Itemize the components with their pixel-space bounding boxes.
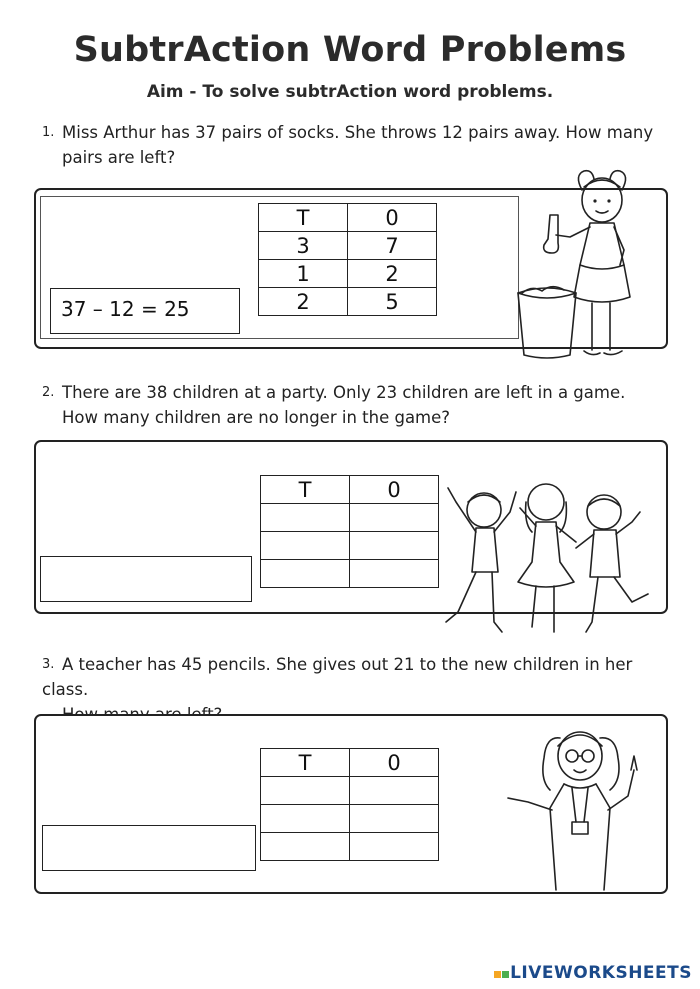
- ones-header: 0: [350, 749, 439, 777]
- question-text-line1: A teacher has 45 pencils. She gives out 21 to the new children in her class.: [42, 655, 633, 699]
- question-1-place-value-table: [258, 203, 437, 316]
- cell[interactable]: 1: [259, 260, 348, 288]
- question-text-line2: How many children are no longer in the game?: [62, 408, 451, 427]
- ones-header: 0: [350, 476, 439, 504]
- question-2-answer-field[interactable]: [40, 556, 252, 602]
- liveworksheets-logo: [494, 963, 692, 983]
- question-3-place-value-table: [260, 748, 439, 861]
- cell[interactable]: 2: [348, 260, 437, 288]
- cell[interactable]: [261, 532, 350, 560]
- cell[interactable]: [261, 777, 350, 805]
- ones-header: 0: [348, 204, 437, 232]
- cell[interactable]: [350, 833, 439, 861]
- children-playing-illustration: [436, 462, 658, 647]
- logo-mark-icon: [494, 971, 501, 978]
- question-text-line1: There are 38 children at a party. Only 23 children are left in a game.: [62, 383, 626, 402]
- question-text-line2: pairs are left?: [62, 148, 176, 167]
- cell[interactable]: [350, 560, 439, 588]
- question-1: [42, 120, 672, 170]
- question-2: [42, 380, 672, 430]
- question-1-answer-field[interactable]: 37 – 12 = 25: [50, 288, 240, 334]
- aim-text: Aim - To solve subtrAction word problems.: [146, 82, 554, 102]
- question-text-line1: Miss Arthur has 37 pairs of socks. She throws 12 pairs away. How many: [62, 123, 654, 142]
- cell[interactable]: 3: [259, 232, 348, 260]
- tens-header: T: [261, 476, 350, 504]
- cell[interactable]: [261, 560, 350, 588]
- cell[interactable]: [350, 504, 439, 532]
- question-3-answer-field[interactable]: [42, 825, 256, 871]
- girl-with-sock-illustration: [512, 165, 662, 365]
- cell[interactable]: [350, 805, 439, 833]
- cell[interactable]: [350, 532, 439, 560]
- tens-header: T: [261, 749, 350, 777]
- cell[interactable]: 5: [348, 288, 437, 316]
- tens-header: T: [259, 204, 348, 232]
- question-2-place-value-table: [260, 475, 439, 588]
- cell[interactable]: [261, 805, 350, 833]
- logo-mark-icon: [502, 971, 509, 978]
- question-number: 1.: [42, 125, 55, 140]
- teacher-illustration: [500, 718, 660, 908]
- cell[interactable]: [350, 777, 439, 805]
- page-title: SubtrAction Word Problems: [73, 30, 627, 70]
- question-number: 3.: [42, 657, 55, 672]
- question-number: 2.: [42, 385, 55, 400]
- cell[interactable]: 7: [348, 232, 437, 260]
- logo-text: LIVEWORKSHEETS: [510, 963, 692, 983]
- cell[interactable]: [261, 833, 350, 861]
- cell[interactable]: [261, 504, 350, 532]
- cell[interactable]: 2: [259, 288, 348, 316]
